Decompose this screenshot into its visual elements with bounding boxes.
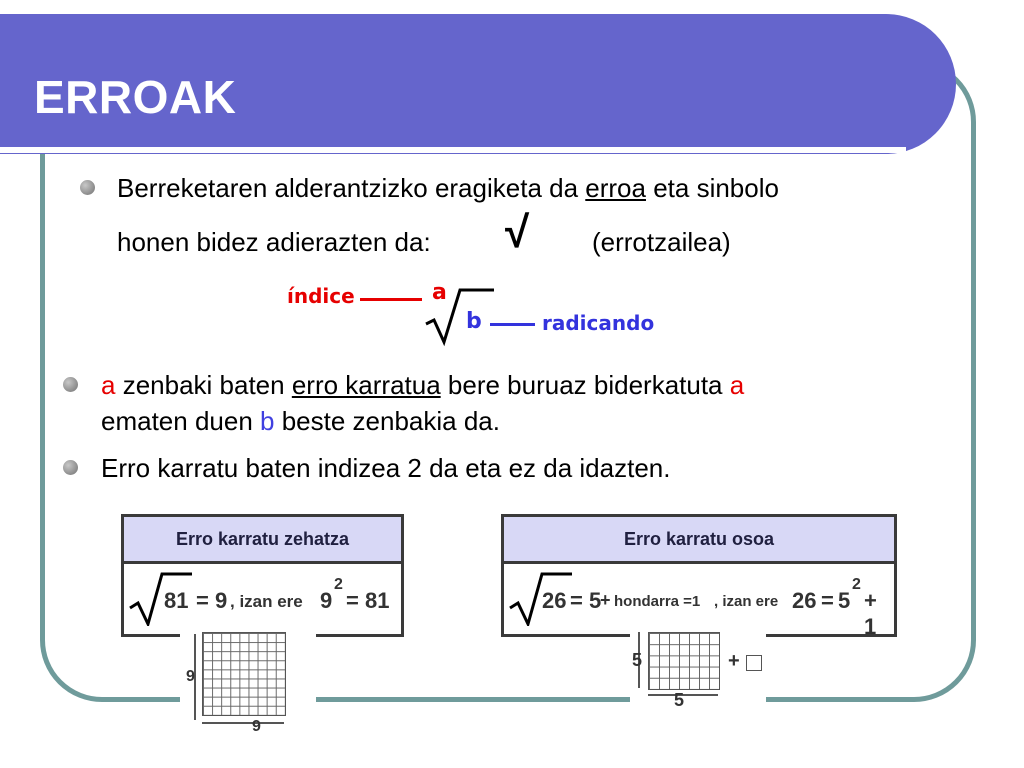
bullet-1-line-1 bbox=[117, 170, 779, 206]
exact-grid-panel bbox=[180, 630, 316, 738]
exact-root-card-title: Erro karratu zehatza bbox=[124, 517, 401, 564]
bullet-1-errotzailea: (errotzailea) bbox=[592, 227, 731, 257]
whole-plus: + bbox=[600, 590, 611, 610]
bullet-2-text-a: zenbaki baten bbox=[115, 370, 292, 400]
bullet-3: Erro karratu baten indizea 2 da eta ez da idazten. bbox=[101, 453, 671, 483]
bullet-1-line-2: honen bidez adierazten da: bbox=[117, 227, 431, 257]
diagram-radical-icon bbox=[424, 286, 496, 348]
whole-grid-panel bbox=[630, 630, 766, 710]
diagram-radicando-line bbox=[490, 323, 535, 326]
exact-grid bbox=[202, 632, 286, 716]
radical-symbol: √ bbox=[505, 208, 530, 257]
bullet-2-text-b: bere buruaz biderkatuta bbox=[440, 370, 730, 400]
whole-eq2: = bbox=[821, 588, 834, 613]
diagram-index-letter: a bbox=[432, 280, 447, 305]
title-bar bbox=[0, 14, 956, 154]
whole-radicand: 26 bbox=[542, 588, 567, 613]
whole-exponent: 2 bbox=[852, 576, 861, 593]
bullet-1-underlined-term: erroa bbox=[585, 173, 646, 203]
bullet-icon bbox=[80, 180, 95, 195]
whole-equals: = 5 bbox=[570, 588, 602, 613]
exact-izan-ere: , izan ere bbox=[230, 592, 303, 611]
bullet-2-a: a bbox=[101, 370, 116, 400]
whole-grid bbox=[648, 632, 720, 690]
exact-grid-bottom-line bbox=[202, 722, 284, 724]
exact-grid-bottom-label: 9 bbox=[252, 718, 261, 735]
bullet-1-text-b: eta sinbolo bbox=[645, 173, 779, 203]
whole-izan-ere: , izan ere bbox=[714, 593, 779, 610]
exact-exponent: 2 bbox=[334, 576, 343, 593]
whole-root-card bbox=[501, 514, 897, 637]
whole-grid-bottom-label: 5 bbox=[674, 690, 685, 710]
exact-equals: = 9 bbox=[196, 588, 228, 613]
exact-root-card bbox=[121, 514, 404, 637]
whole-root-card-body bbox=[504, 564, 894, 639]
bullet-2-b: b bbox=[260, 406, 275, 436]
bullet-icon bbox=[63, 460, 78, 475]
bullet-icon bbox=[63, 377, 78, 392]
bullet-2-text-d: beste zenbakia da. bbox=[274, 406, 500, 436]
whole-base: 5 bbox=[838, 588, 851, 613]
diagram-indice-label: índice bbox=[287, 284, 355, 308]
diagram-indice-line bbox=[360, 298, 422, 301]
slide-title: ERROAK bbox=[34, 71, 237, 123]
remainder-square bbox=[746, 655, 762, 671]
whole-root-card-title: Erro karratu osoa bbox=[504, 517, 894, 564]
bullet-2-underlined-term: erro karratua bbox=[291, 370, 441, 400]
bullet-2-text-c: ematen duen bbox=[101, 406, 261, 436]
whole-grid-side-label: 5 bbox=[632, 650, 643, 670]
bullet-2-line-1 bbox=[101, 367, 744, 403]
bullet-1-text-a: Berreketaren alderantzizko eragiketa da bbox=[117, 173, 586, 203]
exact-root-card-body bbox=[124, 564, 401, 634]
exact-grid-side-label: 9 bbox=[186, 668, 195, 685]
title-underline bbox=[0, 147, 906, 153]
whole-grid-plus: + bbox=[728, 650, 740, 672]
bullet-2-a-second: a bbox=[729, 370, 745, 400]
exact-base: 9 bbox=[320, 588, 333, 613]
diagram-radicand-letter: b bbox=[466, 309, 482, 334]
whole-n: 26 bbox=[792, 588, 817, 613]
bullet-2-line-2 bbox=[101, 403, 500, 439]
whole-hondarra: hondarra =1 bbox=[614, 593, 701, 610]
diagram-radicando-label: radicando bbox=[542, 311, 655, 335]
exact-result: = 81 bbox=[346, 588, 390, 613]
exact-radicand: 81 bbox=[164, 588, 189, 613]
whole-tail: + 1 bbox=[864, 588, 877, 639]
